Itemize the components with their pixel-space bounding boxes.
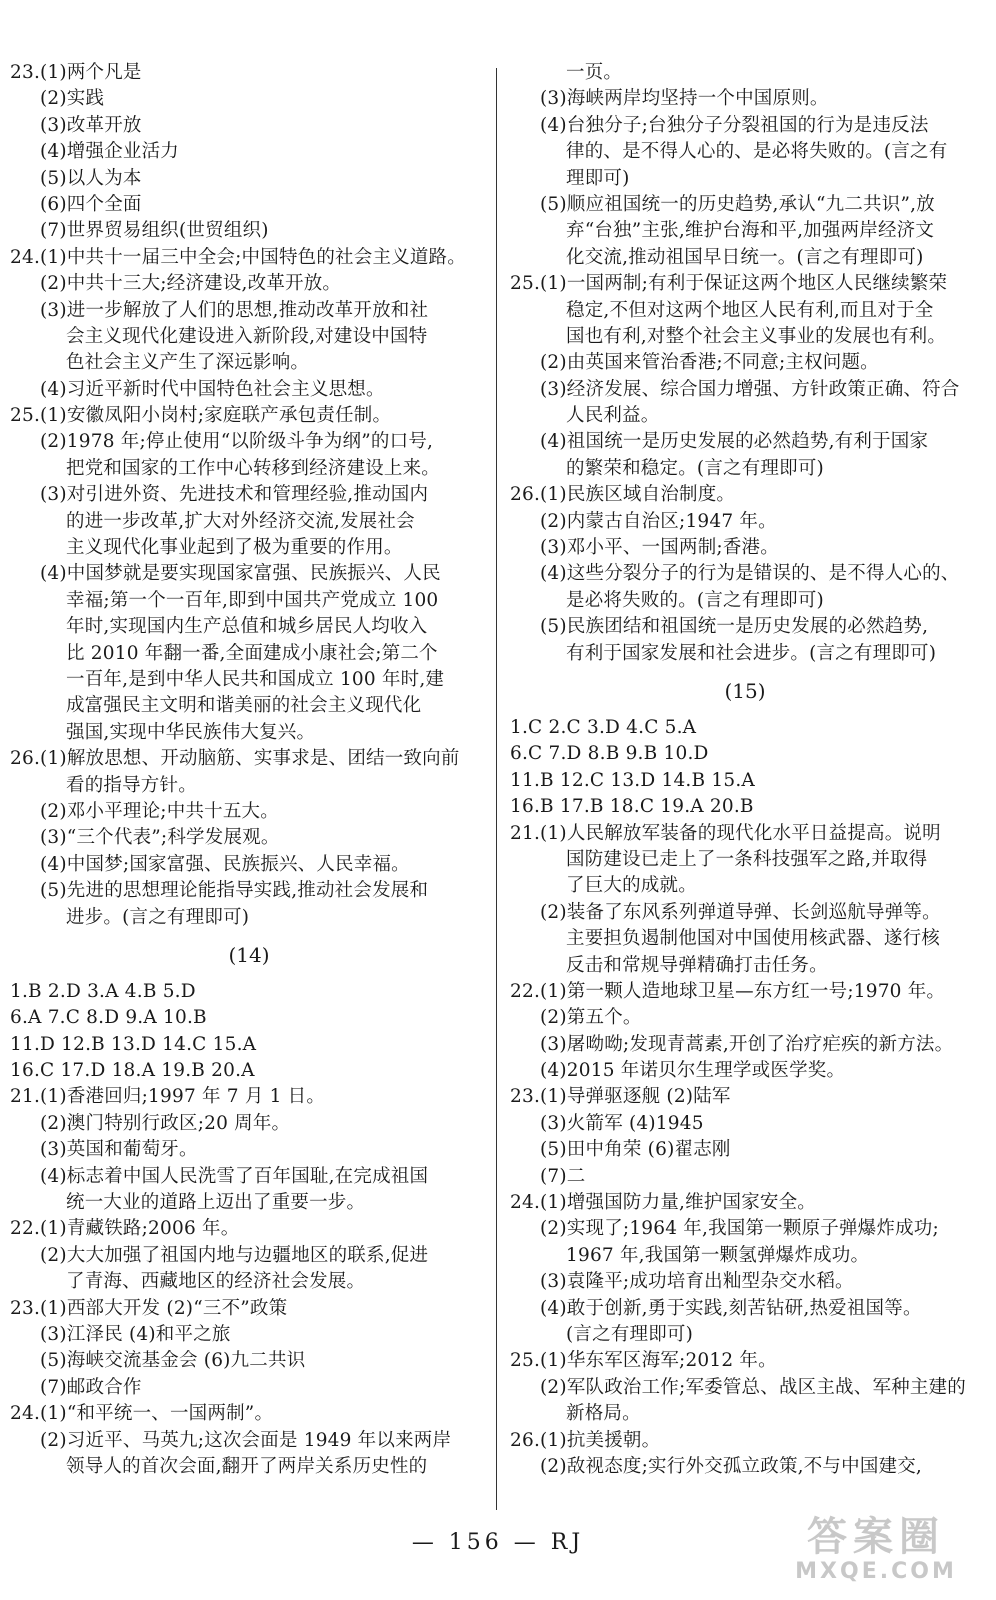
answer-line: (3)对引进外资、先进技术和管理经验,推动国内 [40,484,429,506]
answer-line: (4)中国梦就是要实现国家富强、民族振兴、人民 [40,563,441,585]
answer-line: 一页。 [566,62,623,83]
answer-line: 一百年,是到中华人民共和国成立 100 年时,建 [66,668,445,690]
answer-line: (2)实践 [40,88,105,110]
answer-line: 1.B 2.D 3.A 4.B 5.D [10,980,196,1002]
answer-line: (7)世界贸易组织(世贸组织) [40,220,269,242]
section-heading: (14) [228,942,270,967]
answer-line: 23.(1)两个凡是 [10,62,142,83]
answer-line: 是必将失败的。(言之有理即可) [566,589,824,611]
answer-line: (6)四个全面 [40,193,142,215]
answer-line: 会主义现代化建设进入新阶段,对建设中国特 [66,325,428,347]
answer-line: 统一大业的道路上迈出了重要一步。 [66,1192,366,1214]
answer-line: (5)民族团结和祖国统一是历史发展的必然趋势, [540,616,929,638]
answer-line: (2)中共十三大;经济建设,改革开放。 [40,273,342,295]
answer-line: (3)经济发展、综合国力增强、方针政策正确、符合 [540,378,960,400]
answer-line: (2)敌视态度;实行外交孤立政策,不与中国建交, [540,1455,923,1477]
answer-line: (7)邮政合作 [40,1376,142,1398]
answer-line: (3)“三个代表”;科学发展观。 [40,827,280,849]
answer-line: (3)进一步解放了人们的思想,推动改革开放和社 [40,299,429,321]
answer-line: 11.B 12.C 13.D 14.B 15.A [510,769,755,791]
answer-line: 比 2010 年翻一番,全面建成小康社会;第二个 [66,642,438,664]
answer-line: 25.(1)华东军区海军;2012 年。 [510,1350,777,1372]
answer-line: 人民利益。 [566,405,660,427]
answer-line: (5)以人为本 [40,167,142,189]
answer-line: (4)祖国统一是历史发展的必然趋势,有利于国家 [540,431,929,453]
answer-line: 26.(1)抗美援朝。 [510,1429,661,1451]
answer-line: 16.B 17.B 18.C 19.A 20.B [510,796,754,818]
answer-line: 23.(1)西部大开发 (2)“三不”政策 [10,1297,288,1319]
answer-line: (2)大大加强了祖国内地与边疆地区的联系,促进 [40,1244,429,1266]
answer-line: 领导人的首次会面,翻开了两岸关系历史性的 [66,1455,428,1477]
answer-line: (3)江泽民 (4)和平之旅 [40,1323,231,1345]
answer-line: (4)台独分子;台独分子分裂祖国的行为是违反法 [540,114,929,136]
answer-line: 成富强民主文明和谐美丽的社会主义现代化 [66,695,422,717]
answer-line: 稳定,不但对这两个地区人民有利,而且对于全 [566,299,934,321]
answer-line: 16.C 17.D 18.A 19.B 20.A [10,1060,255,1082]
answer-line: (5)海峡交流基金会 (6)九二共识 [40,1350,306,1372]
answer-line: 新格局。 [566,1403,641,1425]
answer-line: (5)先进的思想理论能指导实践,推动社会发展和 [40,880,429,902]
answer-line: 把党和国家的工作中心转移到经济建设上来。 [66,457,441,479]
answer-line: 21.(1)香港回归;1997 年 7 月 1 日。 [10,1086,326,1108]
answer-line: (5)田中角荣 (6)翟志刚 [540,1139,731,1161]
answer-line: 24.(1)“和平统一、一国两制”。 [10,1403,274,1425]
answer-line: 21.(1)人民解放军装备的现代化水平日益提高。说明 [510,822,941,844]
answer-line: 进步。(言之有理即可) [66,906,250,928]
answer-line: (7)二 [540,1165,586,1187]
answer-line: (2)装备了东风系列弹道导弹、长剑巡航导弹等。 [540,901,941,923]
answer-line: 24.(1)中共十一届三中全会;中国特色的社会主义道路。 [10,246,466,268]
answer-line: 有利于国家发展和社会进步。(言之有理即可) [566,642,937,664]
answer-line: (4)习近平新时代中国特色社会主义思想。 [40,378,385,400]
answer-line: (3)袁隆平;成功培育出籼型杂交水稻。 [540,1271,854,1293]
answer-line: (4)这些分裂分子的行为是错误的、是不得人心的、 [540,563,960,585]
watermark-logo [776,1515,976,1590]
answer-line: 色社会主义产生了深远影响。 [66,352,310,374]
answer-line: 22.(1)第一颗人造地球卫星—东方红一号;1970 年。 [510,980,946,1002]
answer-line: (2)军队政治工作;军委管总、战区主战、军种主建的 [540,1376,966,1398]
answer-line: 主义现代化事业起到了极为重要的作用。 [66,537,403,559]
answer-line: (2)习近平、马英九;这次会面是 1949 年以来两岸 [40,1429,452,1451]
answer-line: 1.C 2.C 3.D 4.C 5.A [510,716,697,738]
watermark-top: 答案圈 [807,1514,945,1560]
answer-line: (3)改革开放 [40,114,142,136]
watermark-bottom: MXQE.COM [795,1559,957,1584]
answer-line: 26.(1)民族区域自治制度。 [510,484,736,506]
answer-line: (2)内蒙古自治区;1947 年。 [540,510,777,532]
answer-line: 律的、是不得人心的、是必将失败的。(言之有 [566,141,948,163]
page-footer: — 156 — RJ [411,1530,585,1555]
answer-line: (4)敢于创新,勇于实践,刻苦钻研,热爱祖国等。 [540,1297,922,1319]
answer-line: (2)第五个。 [540,1007,642,1029]
answer-line: 22.(1)青藏铁路;2006 年。 [10,1218,240,1240]
answer-line: 国也有利,对整个社会主义事业的发展也有利。 [566,325,947,347]
answer-line: (3)屠呦呦;发现青蒿素,开创了治疗疟疾的新方法。 [540,1033,954,1055]
answer-line: 看的指导方针。 [66,774,197,796]
answer-line: (4)2015 年诺贝尔生理学或医学奖。 [540,1060,846,1082]
answer-line: 的进一步改革,扩大对外经济交流,发展社会 [66,510,415,532]
answer-line: 的繁荣和稳定。(言之有理即可) [566,457,824,479]
answer-line: (3)英国和葡萄牙。 [40,1139,198,1161]
answer-line: 1967 年,我国第一颗氢弹爆炸成功。 [566,1244,870,1266]
answer-line: 23.(1)导弹驱逐舰 (2)陆军 [510,1086,731,1108]
right-column [510,60,980,1480]
answer-line: 6.C 7.D 8.B 9.B 10.D [510,743,709,765]
answer-line: 国防建设已走上了一条科技强军之路,并取得 [566,848,928,870]
answer-line: (2)实现了;1964 年,我国第一颗原子弹爆炸成功; [540,1218,939,1240]
column-divider [496,68,497,1510]
answer-line: 26.(1)解放思想、开动脑筋、实事求是、团结一致向前 [10,748,460,770]
answer-line: 弃“台独”主张,维护台海和平,加强两岸经济文 [566,220,935,242]
answer-line: 强国,实现中华民族伟大复兴。 [66,721,316,743]
answer-line: (4)标志着中国人民洗雪了百年国耻,在完成祖国 [40,1165,429,1187]
answer-line: 幸福;第一个一百年,即到中国共产党成立 100 [66,589,439,611]
answer-line: (3)火箭军 (4)1945 [540,1112,704,1134]
answer-line: (5)顺应祖国统一的历史趋势,承认“九二共识”,放 [540,193,935,215]
answer-line: 理即可) [566,167,630,189]
answer-line: 25.(1)安徽凤阳小岗村;家庭联产承包责任制。 [10,405,392,427]
answer-line: (3)邓小平、一国两制;香港。 [540,537,779,559]
answer-line: (4)中国梦;国家富强、民族振兴、人民幸福。 [40,853,410,875]
answer-line: 6.A 7.C 8.D 9.A 10.B [10,1007,207,1029]
section-heading: (15) [724,678,766,703]
answer-line: 化交流,推动祖国早日统一。(言之有理即可) [566,246,924,268]
answer-line: 了青海、西藏地区的经济社会发展。 [66,1271,366,1293]
answer-line: (2)1978 年;停止使用“以阶级斗争为纲”的口号, [40,431,434,453]
answer-line: 主要担负遏制他国对中国使用核武器、遂行核 [566,928,941,950]
answer-line: (4)增强企业活力 [40,141,180,163]
answer-line: (2)由英国来管治香港;不同意;主权问题。 [540,352,879,374]
answer-line: 25.(1)一国两制;有利于保证这两个地区人民继续繁荣 [510,273,948,295]
answer-line: (3)海峡两岸均坚持一个中国原则。 [540,88,829,110]
answer-line: 24.(1)增强国防力量,维护国家安全。 [510,1192,817,1214]
answer-line: 年时,实现国内生产总值和城乡居民人均收入 [66,616,428,638]
answer-line: (2)邓小平理论;中共十五大。 [40,800,279,822]
answer-line: (言之有理即可) [566,1323,694,1345]
left-column [10,60,488,1480]
answer-line: 11.D 12.B 13.D 14.C 15.A [10,1033,257,1055]
answer-line: 反击和常规导弹精确打击任务。 [566,954,828,976]
answer-line: (2)澳门特别行政区;20 周年。 [40,1112,291,1134]
answer-line: 了巨大的成就。 [566,875,697,897]
